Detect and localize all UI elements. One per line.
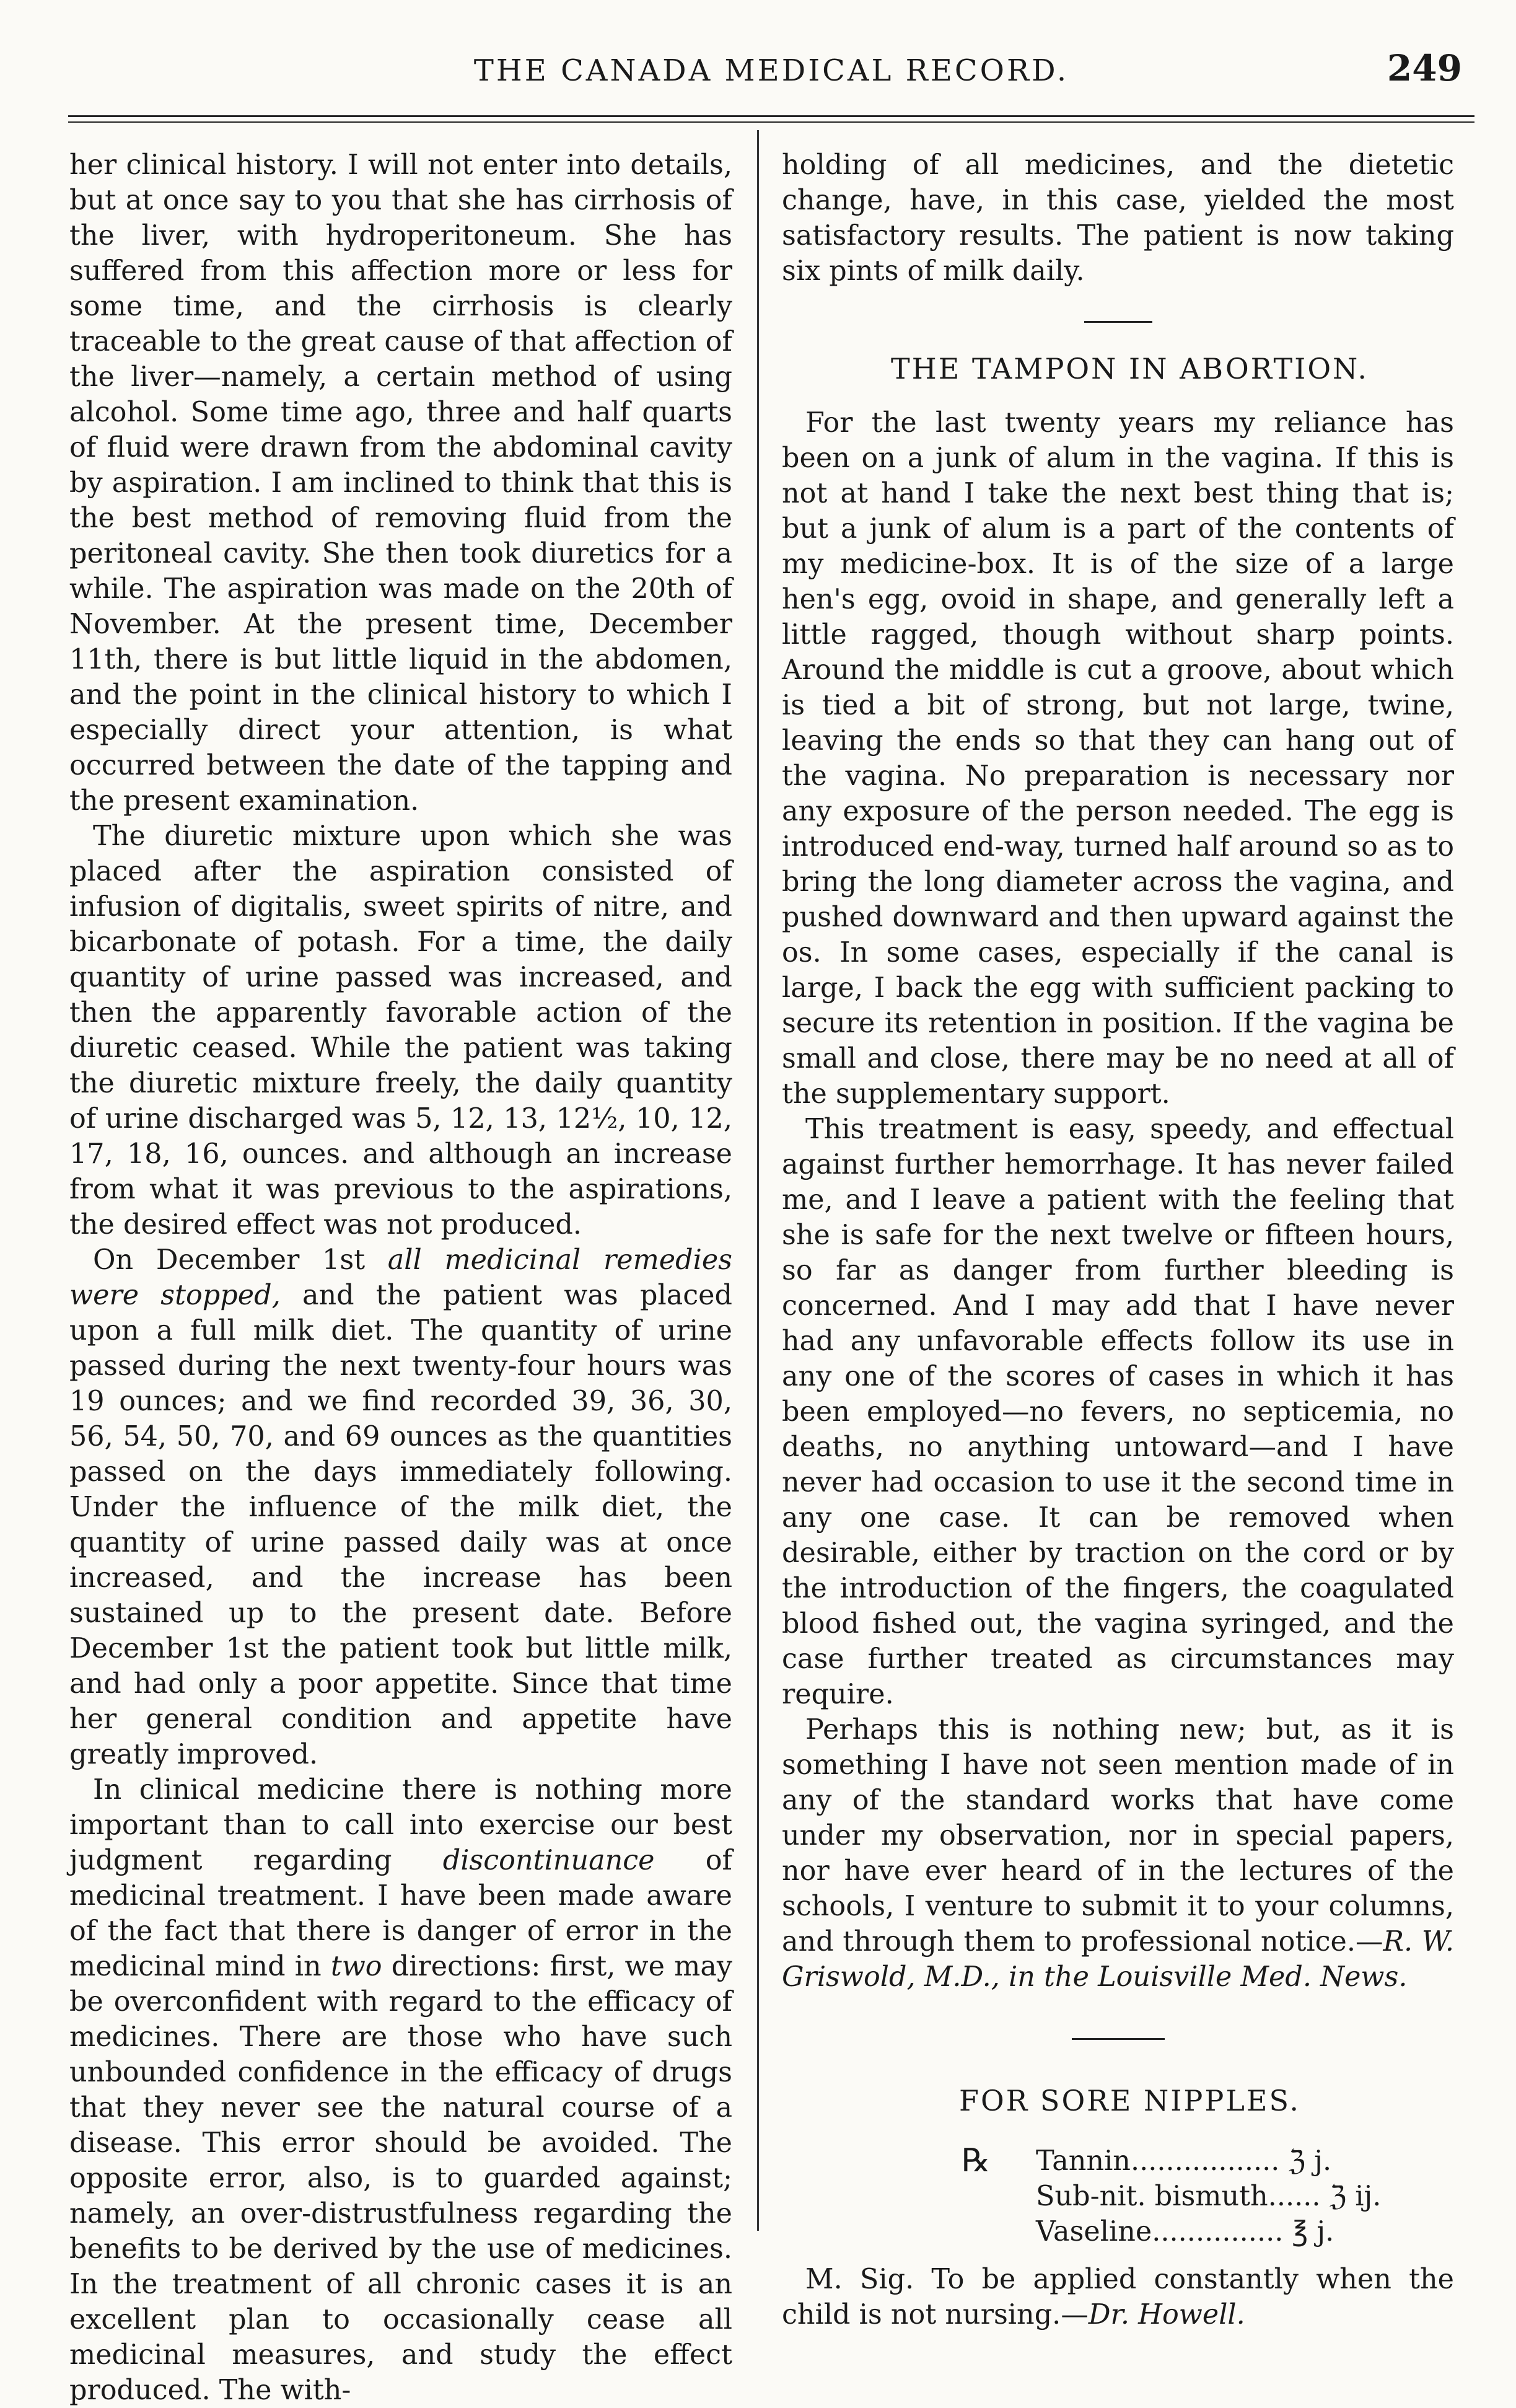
text-run: Perhaps this is nothing new; but, as it is something I have not seen mention made of in any of the standard works that have come under my observation, nor in special papers, nor have ever heard of in the lectures of the schools, I venture to submit it to your columns, and through them to professional notice.— [782,1714,1454,1958]
rx-spacer [782,2214,1036,2249]
prescription-block [782,2143,1454,2249]
header-rule-secondary [68,121,1474,123]
right-column [782,147,1454,2332]
header-rule [68,115,1474,117]
page-header [74,47,1468,103]
text-run: On December 1st [93,1244,388,1276]
paragraph-milk-diet [69,1242,732,1772]
left-column [69,147,732,2408]
prescription-row [782,2143,1454,2179]
text-run: directions: first, we may be overconfident with regard to the efficacy of medicines. There are those who have such unbounded confidence in the efficacy of drugs that they never see the natural course of a disease. This error should be avoided. The opposite error, also, is to guarded against; namely, an over-distrustfulness regarding the benefits to be derived by the use of medicines. In the treatment of all chronic cases it is an excellent plan to occasionally cease all medicinal measures, and study the effect produced. The with- [69,1951,733,2406]
journal-title: THE CANADA MEDICAL RECORD. [473,53,1069,88]
prescription-row [782,2179,1454,2214]
author-signature: R. W. Griswold, M.D., in the Louisville Med. News. [782,1926,1454,1993]
prescription-item: Sub-nit. bismuth...... ℨ ij. [1036,2181,1382,2212]
recipe-symbol: ℞ [962,2142,991,2179]
emphasis-remedies-stopped: all medicinal remedies were stopped, [69,1244,732,1311]
paragraph-continuation: holding of all medicines, and the dietetic change, have, in this case, yielded the most satisfactory results. The patient is now taking six pints of milk daily. [782,149,1454,287]
paragraph-discontinuance [69,1772,732,2408]
text-run: In clinical medicine there is nothing more important than to call into exercise our best judgment regarding [69,1774,732,1876]
paragraph-directions [782,2262,1454,2332]
emphasis-two: two [330,1951,382,1982]
prescription-item: Tannin................. ℨ j. [1036,2145,1332,2177]
section-title-tampon: THE TAMPON IN ABORTION. [891,352,1369,385]
prescription-row [782,2214,1454,2249]
page-number: 249 [1387,47,1462,89]
paragraph-clinical-history: her clinical history. I will not enter into details, but at once say to you that she has cirrhosis of the liver, with hydroperitoneum. She has suffered from this affection more or less for some time, and the cirrhosis is clearly traceable to the great cause of that affection of the liver—namely, a certain method of using alcohol. Some time ago, three and half quarts of fluid were drawn from the abdominal cavity by aspiration. I am inclined to think that this is the best method of removing fluid from the peritoneal cavity. She then took diuretics for a while. The aspiration was made on the 20th of November. At the present time, December 11th, there is but little liquid in the abdomen, and the point in the clinical history to which I especially direct your attention, is what occurred between the date of the tapping and the present examination. [69,149,732,817]
paragraph-tampon-method: For the last twenty years my reliance has been on a junk of alum in the vagina. If this is not at hand I take the next best thing that is; but a junk of alum is a part of the contents of my medicine-box. It is of the size of a large hen's egg, ovoid in shape, and generally left a little ragged, though without sharp points. Around the middle is cut a groove, about which is tied a bit of strong, but not large, twine, leaving the ends so that they can hang out of the vagina. No preparation is necessary nor any exposure of the person needed. The egg is introduced end-way, turned half around so as to bring the long diameter across the vagina, and pushed downward and then upward against the os. In some cases, especially if the canal is large, I back the egg with sufficient packing to secure its retention in position. If the vagina be small and close, there may be no need at all of the supplementary support. [782,407,1454,1110]
emphasis-discontinuance: discontinuance [442,1845,655,1876]
text-run: M. Sig. To be applied constantly when the child is not nursing.— [782,2264,1454,2331]
text-run: and the patient was placed upon a full milk diet. The quantity of urine passed during the next twenty-four hours was 19 ounces; and we find recorded 39, 36, 30, 56, 54, 50, 70, and 69 ounces as the quantities passed on the days immediately following. Under the influence of the milk diet, the quantity of urine passed daily was at once increased, and the increase has been sustained up to the present date. Before December 1st the patient took but little milk, and had only a poor appetite. Since that time her general condition and appetite have greatly improved. [69,1280,732,1770]
author-signature: Dr. Howell. [1088,2299,1245,2331]
rx-spacer [782,2179,1036,2214]
paragraph-tampon-effects: This treatment is easy, speedy, and effectual against further hemorrhage. It has never failed me, and I leave a patient with the feeling that she is safe for the next twelve or fifteen hours, so far as danger from further bleeding is concerned. And I may add that I have never had any unfavorable effects follow its use in any one of the scores of cases in which it has been employed—no fevers, no septicemia, no deaths, no anything untoward—and I have never had occasion to use it the second time in any one case. It can be removed when desirable, either by traction on the cord or by the introduction of the fingers, the coagulated blood fished out, the vagina syringed, and the case further treated as circumstances may require. [782,1114,1454,1710]
prescription-item: Vaseline............... ℥ j. [1036,2216,1334,2248]
text-run: of medicinal treatment. I have been made aware of the fact that there is danger of error in the medicinal mind in [69,1845,732,1982]
paragraph-diuretic-mixture: The diuretic mixture upon which she was placed after the aspiration consisted of infusion of digitalis, sweet spirits of nitre, and bicarbonate of potash. For a time, the daily quantity of urine passed was increased, and then the apparently favorable action of the diuretic ceased. While the patient was taking the diuretic mixture freely, the daily quantity of urine discharged was 5, 12, 13, 12½, 10, 12, 17, 18, 16, ounces. and although an increase from what it was previous to the aspirations, the desired effect was not produced. [69,820,732,1241]
paragraph-tampon-closing [782,1712,1454,1995]
section-title-nipples: FOR SORE NIPPLES. [959,2084,1300,2117]
column-divider [757,130,759,2231]
